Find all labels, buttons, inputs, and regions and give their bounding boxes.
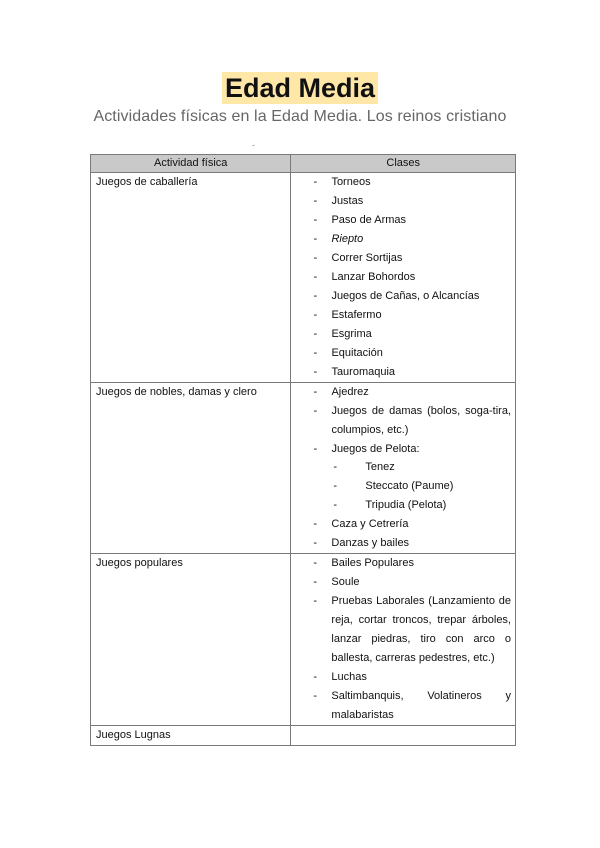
table-row [91, 173, 516, 383]
list-item: - Juegos de Pelota: [313, 443, 420, 455]
list-item: - Correr Sortijas [313, 252, 403, 264]
list-item: - Riepto [313, 233, 364, 245]
list-item: - Pruebas Laborales (Lanzamiento de reja, cortar troncos, trepar árboles, lanzar piedras, tiro con arco o ballesta, carreras pedestres, etc.) [313, 595, 511, 664]
category-cell [91, 383, 291, 460]
item-text: Correr Sortijas [331, 252, 403, 264]
table-row [91, 383, 516, 460]
category-cell [91, 726, 291, 746]
items-cell [291, 173, 516, 383]
item-text: Tauromaquia [331, 366, 396, 378]
item-text: Justas [331, 195, 364, 207]
category-cell-continued [91, 458, 291, 554]
list-item: - Juegos de Cañas, o Alcancías [313, 290, 480, 302]
list-item: - Justas [313, 195, 364, 207]
document-subtitle: Actividades físicas en la Edad Media. Los reinos cristiano [93, 108, 507, 125]
sub-list-item: - Steccato (Paume) [333, 480, 454, 492]
list-item: - Paso de Armas [313, 214, 407, 226]
list-item: - Torneos [313, 176, 371, 188]
list-item: - Bailes Populares [313, 557, 414, 569]
item-text: Saltimbanquis, Volatineros y malabaristas [331, 690, 511, 721]
item-text: Steccato (Paume) [365, 480, 454, 492]
item-text: Equitación [331, 347, 383, 359]
item-text: Tenez [365, 461, 395, 473]
item-text: Ajedrez [331, 386, 369, 398]
list-item: - Lanzar Bohordos [313, 271, 416, 283]
item-text: Esgrima [331, 328, 372, 340]
item-text: Juegos de Pelota: [331, 443, 420, 455]
item-text: Paso de Armas [331, 214, 407, 226]
list-item: - Esgrima [313, 328, 372, 340]
list-item: - Ajedrez [313, 386, 369, 398]
activities-table-part-1 [90, 154, 516, 459]
item-text: Bailes Populares [331, 557, 414, 569]
category-cell [91, 554, 291, 726]
items-cell [291, 458, 516, 554]
item-text: Pruebas Laborales (Lanzamiento de reja, cortar troncos, trepar árboles, lanzar piedras, tiro con arco o ballesta, carreras pedestres, etc.) [331, 595, 511, 664]
list-item: - Tauromaquia [313, 366, 396, 378]
category-label: Juegos populares [96, 557, 183, 569]
category-label: Juegos de nobles, damas y clero [96, 386, 257, 398]
sub-list-item: - Tenez [333, 461, 395, 473]
item-text: Estafermo [331, 309, 382, 321]
list-item: - Soule [313, 576, 360, 588]
items-list [291, 383, 515, 459]
activities-table-part-2 [90, 458, 516, 746]
item-text: Torneos [331, 176, 371, 188]
list-item: - Luchas [313, 671, 367, 683]
category-cell [91, 173, 291, 383]
item-text: Luchas [331, 671, 367, 683]
item-text: Danzas y bailes [331, 537, 410, 549]
header-actividad: Actividad física [91, 155, 291, 173]
list-item: - Juegos de damas (bolos, soga-tira, columpios, etc.) [313, 405, 511, 436]
list-item: - Estafermo [313, 309, 382, 321]
item-text: Juegos de damas (bolos, soga-tira, columpios, etc.) [331, 405, 511, 436]
header-clases: Clases [291, 155, 516, 173]
document-title: Edad Media [222, 72, 378, 104]
item-text: Juegos de Cañas, o Alcancías [331, 290, 480, 302]
list-item: - Saltimbanquis, Volatineros y malabaristas [313, 690, 511, 721]
items-cell-empty [291, 726, 516, 746]
items-list [291, 554, 515, 725]
table-header-row [91, 155, 516, 173]
table-row [91, 458, 516, 554]
list-item: - Caza y Cetrería [313, 518, 409, 530]
item-text: Soule [331, 576, 360, 588]
list-item: - Danzas y bailes [313, 537, 410, 549]
items-list [291, 173, 515, 382]
item-text: Lanzar Bohordos [331, 271, 416, 283]
sub-list-item: - Tripudia (Pelota) [333, 499, 447, 511]
category-label: Juegos Lugnas [96, 729, 171, 741]
list-item: - Equitación [313, 347, 383, 359]
items-list [291, 458, 515, 553]
items-cell [291, 554, 516, 726]
item-text: Tripudia (Pelota) [365, 499, 447, 511]
table-row [91, 726, 516, 746]
item-text: Caza y Cetrería [331, 518, 409, 530]
category-label: Juegos de caballería [96, 176, 198, 188]
items-cell [291, 383, 516, 460]
title-wrapper [0, 72, 600, 104]
item-text: Riepto [331, 233, 364, 245]
stray-mark: - [252, 140, 255, 150]
table-row [91, 554, 516, 726]
